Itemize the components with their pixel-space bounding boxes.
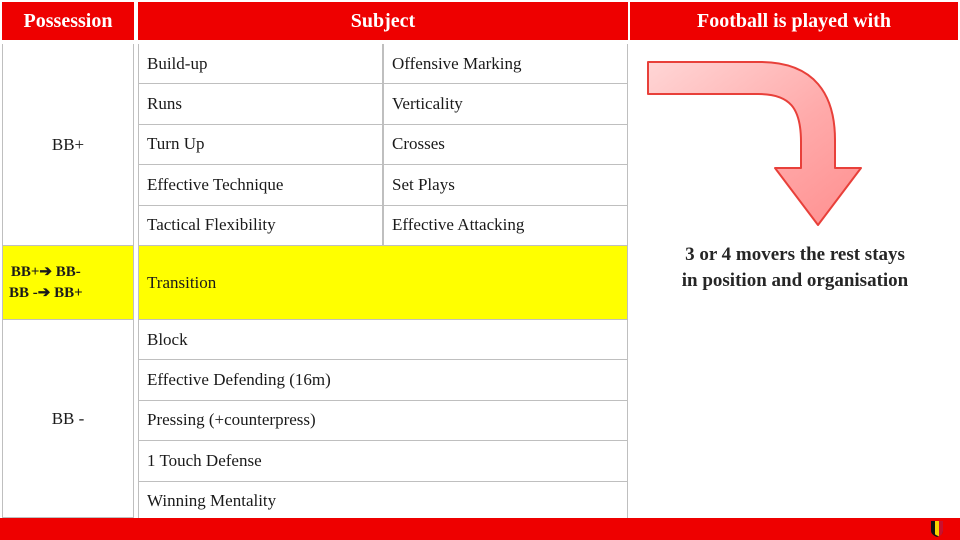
header-subject: Subject [138, 2, 628, 40]
cell-subject-right: Effective Attacking [383, 206, 628, 246]
table-row [138, 482, 628, 522]
table-row [138, 401, 628, 441]
label-transition-line2: BB -➔ BB+ [9, 284, 83, 301]
caption-line1: 3 or 4 movers the rest stays [685, 244, 905, 265]
cell-subject-full: Winning Mentality [138, 482, 628, 522]
cell-subject-left: Turn Up [138, 125, 383, 165]
cell-subject-right: Offensive Marking [383, 44, 628, 84]
right-panel [630, 44, 958, 518]
label-bb-plus: BB+ [2, 44, 134, 246]
cell-subject-full: Pressing (+counterpress) [138, 401, 628, 441]
cell-subject-left: Runs [138, 84, 383, 124]
header-football-is-played-with: Football is played with [630, 2, 958, 40]
subject-rows-attacking [138, 44, 628, 246]
label-bb-minus: BB - [2, 320, 134, 518]
label-transition-line1: BB+➔ BB- [10, 264, 81, 281]
table-row [138, 441, 628, 481]
table-row [138, 360, 628, 400]
cell-subject-full: Effective Defending (16m) [138, 360, 628, 400]
belgium-shield-icon [930, 520, 944, 538]
right-panel-caption [634, 242, 956, 293]
cell-subject-right: Set Plays [383, 165, 628, 205]
header-possession: Possession [2, 2, 134, 40]
table-row [138, 44, 628, 84]
cell-subject-left: Effective Technique [138, 165, 383, 205]
cell-subject-right: Crosses [383, 125, 628, 165]
cell-subject-left: Build-up [138, 44, 383, 84]
table-row [138, 165, 628, 205]
table-row [138, 206, 628, 246]
cell-subject-full: 1 Touch Defense [138, 441, 628, 481]
table-row [138, 320, 628, 360]
row-transition: Transition [138, 246, 628, 320]
cell-subject-left: Tactical Flexibility [138, 206, 383, 246]
footer-bar [0, 518, 960, 540]
table-row [138, 84, 628, 124]
subject-rows-defending [138, 320, 628, 522]
curved-down-arrow-icon [640, 50, 870, 240]
table-row [138, 125, 628, 165]
caption-line2: in position and organisation [681, 269, 909, 291]
label-transition-phases [2, 246, 134, 320]
cell-subject-right: Verticality [383, 84, 628, 124]
cell-subject-full: Block [138, 320, 628, 360]
